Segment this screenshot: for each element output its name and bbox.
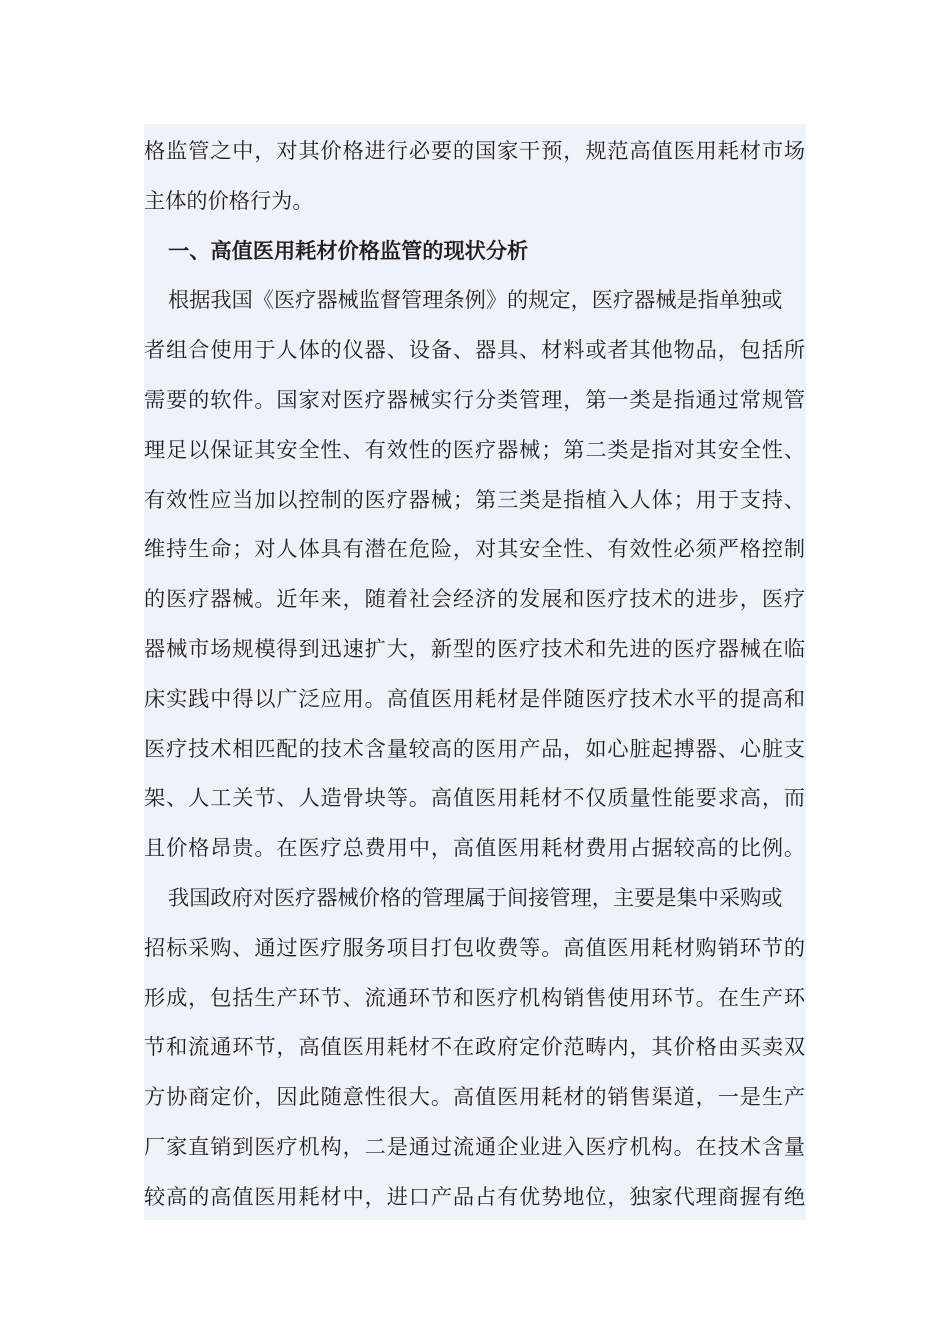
text-line: 医疗技术相匹配的技术含量较高的医用产品，如心脏起搏器、心脏支 [144, 735, 806, 761]
text-line: 节和流通环节，高值医用耗材不在政府定价范畴内，其价格由买卖双 [144, 1034, 806, 1060]
text-line: 招标采购、通过医疗服务项目打包收费等。高值医用耗材购销环节的 [144, 934, 806, 960]
text-line: 我国政府对医疗器械价格的管理属于间接管理，主要是集中采购或 [168, 885, 783, 910]
text-line: 架、人工关节、人造骨块等。高值医用耗材不仅质量性能要求高，而 [144, 785, 806, 811]
text-line: 的医疗器械。近年来，随着社会经济的发展和医疗技术的进步，医疗 [144, 586, 806, 612]
text-line: 且价格昂贵。在医疗总费用中，高值医用耗材费用占据较高的比例。 [144, 835, 806, 861]
text-line: 维持生命；对人体具有潜在危险，对其安全性、有效性必须严格控制 [144, 536, 806, 562]
text-line: 较高的高值医用耗材中，进口产品占有优势地位，独家代理商握有绝 [144, 1183, 806, 1209]
document-text-block [144, 124, 806, 1220]
text-line: 方协商定价，因此随意性很大。高值医用耗材的销售渠道，一是生产 [144, 1084, 806, 1110]
section-heading: 一、高值医用耗材价格监管的现状分析 [168, 237, 529, 263]
text-line: 有效性应当加以控制的医疗器械；第三类是指植入人体；用于支持、 [144, 486, 806, 512]
text-line: 床实践中得以广泛应用。高值医用耗材是伴随医疗技术水平的提高和 [144, 685, 806, 711]
text-line: 根据我国《医疗器械监督管理条例》的规定，医疗器械是指单独或 [168, 287, 783, 313]
text-line: 主体的价格行为。 [144, 187, 314, 213]
text-line: 理足以保证其安全性、有效性的医疗器械；第二类是指对其安全性、 [144, 436, 806, 462]
text-line: 需要的软件。国家对医疗器械实行分类管理，第一类是指通过常规管 [144, 387, 806, 412]
text-line: 格监管之中，对其价格进行必要的国家干预，规范高值医用耗材市场 [144, 138, 806, 163]
text-line: 器械市场规模得到迅速扩大，新型的医疗技术和先进的医疗器械在临 [144, 636, 806, 661]
text-line: 厂家直销到医疗机构，二是通过流通企业进入医疗机构。在技术含量 [144, 1134, 806, 1159]
text-line: 形成，包括生产环节、流通环节和医疗机构销售使用环节。在生产环 [144, 984, 806, 1010]
text-line: 者组合使用于人体的仪器、设备、器具、材料或者其他物品，包括所 [144, 337, 806, 363]
